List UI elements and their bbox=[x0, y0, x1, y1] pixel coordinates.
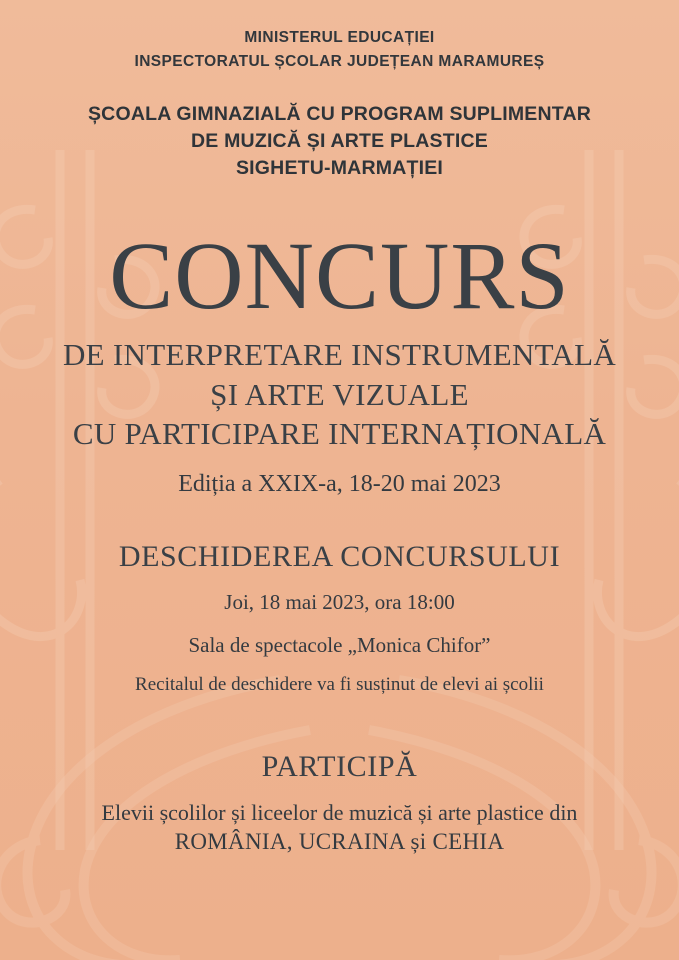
ministry-header bbox=[0, 26, 679, 74]
page-title: CONCURS bbox=[109, 221, 570, 329]
poster-content bbox=[0, 26, 679, 855]
school-header bbox=[0, 101, 679, 182]
opening-heading: DESCHIDEREA CONCURSULUI bbox=[118, 539, 561, 573]
participation-countries: ROMÂNIA, UCRAINA și CEHIA bbox=[174, 829, 505, 855]
subtitle-line-1: DE INTERPRETARE INSTRUMENTALĂ bbox=[62, 336, 617, 372]
poster-subtitle bbox=[0, 335, 679, 454]
school-line-1: ȘCOALA GIMNAZIALĂ CU PROGRAM SUPLIMENTAR bbox=[87, 103, 592, 126]
edition-info: Ediția a XXIX-a, 18-20 mai 2023 bbox=[178, 470, 501, 497]
opening-note: Recitalul de deschidere va fi susținut de elevi ai școlii bbox=[135, 673, 544, 695]
school-line-2: DE MUZICĂ ȘI ARTE PLASTICE bbox=[191, 129, 488, 152]
ministry-line-1: MINISTERUL EDUCAȚIEI bbox=[244, 29, 435, 46]
subtitle-line-2: ȘI ARTE VIZUALE bbox=[210, 376, 469, 412]
opening-datetime: Joi, 18 mai 2023, ora 18:00 bbox=[224, 589, 455, 614]
school-line-3: SIGHETU-MARMAȚIEI bbox=[235, 156, 444, 179]
ministry-line-2: INSPECTORATUL ȘCOLAR JUDEȚEAN MARAMUREȘ bbox=[134, 53, 545, 71]
participation-heading: PARTICIPĂ bbox=[261, 750, 418, 784]
subtitle-line-3: CU PARTICIPARE INTERNAȚIONALĂ bbox=[72, 416, 607, 452]
opening-venue: Sala de spectacole „Monica Chifor” bbox=[188, 633, 491, 658]
participation-description: Elevii școlilor și liceelor de muzică și arte plastice din bbox=[101, 800, 578, 826]
